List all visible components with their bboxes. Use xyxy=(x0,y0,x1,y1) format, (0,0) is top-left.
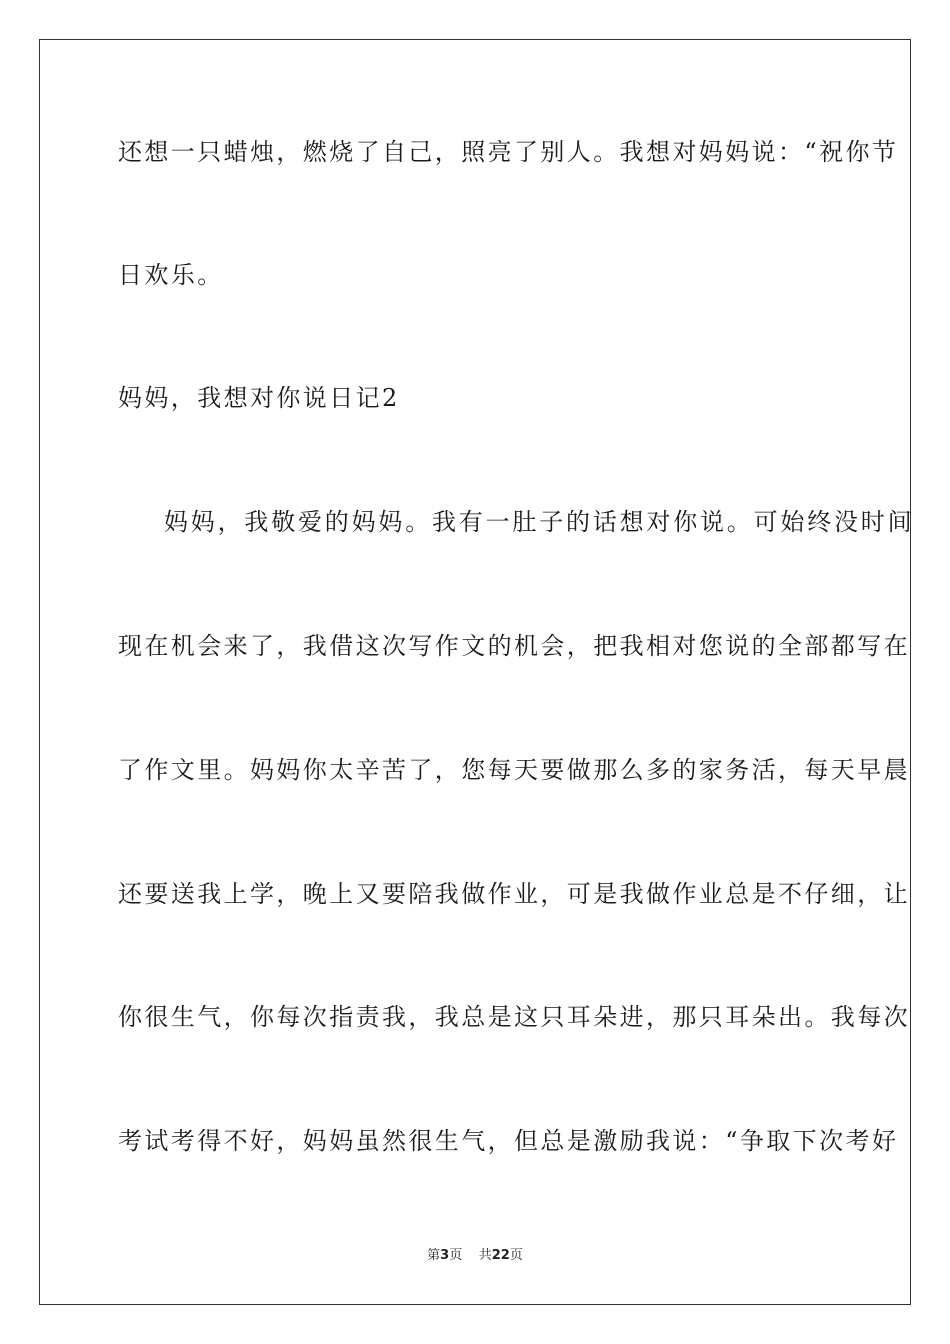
section-heading: 妈妈，我想对你说日记2 xyxy=(118,384,400,412)
footer-total-prefix: 共 xyxy=(478,1248,492,1263)
body-line-6: 还要送我上学，晚上又要陪我做作业，可是我做作业总是不仔细，让 xyxy=(118,880,910,908)
footer-page-prefix: 第 xyxy=(427,1248,441,1263)
footer-page-current: 3 xyxy=(440,1248,450,1263)
body-line-1: 还想一只蜡烛，燃烧了自己，照亮了别人。我想对妈妈说：“祝你节 xyxy=(118,138,899,166)
body-line-3: 妈妈，我敬爱的妈妈。我有一肚子的话想对你说。可始终没时间 xyxy=(164,508,915,536)
page-footer xyxy=(0,1247,950,1265)
footer-page-suffix: 页 xyxy=(449,1248,463,1263)
page-frame xyxy=(39,39,915,1305)
body-line-7: 你很生气，你每次指责我，我总是这只耳朵进，那只耳朵出。我每次 xyxy=(118,1003,910,1031)
body-line-4: 现在机会来了，我借这次写作文的机会，把我相对您说的全部都写在 xyxy=(118,632,910,660)
body-line-5: 了作文里。妈妈你太辛苦了，您每天要做那么多的家务活，每天早晨 xyxy=(118,756,910,784)
footer-total-suffix: 页 xyxy=(509,1248,523,1263)
body-line-2: 日欢乐。 xyxy=(118,261,224,289)
footer-page-total: 22 xyxy=(491,1248,510,1263)
body-line-8: 考试考得不好，妈妈虽然很生气，但总是激励我说：“争取下次考好 xyxy=(118,1127,899,1155)
